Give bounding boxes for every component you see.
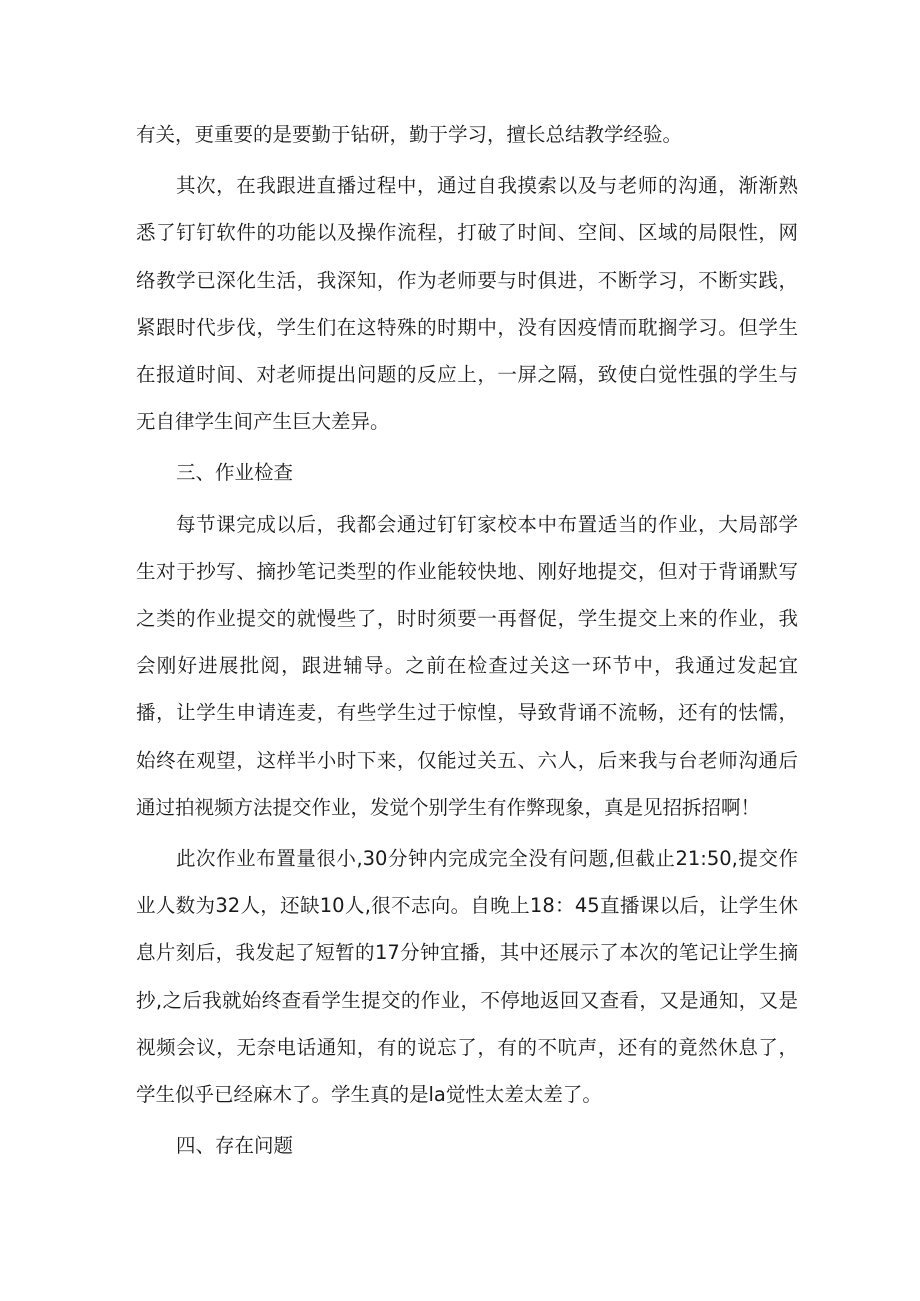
paragraph-secondly: 其次，在我跟进直播过程中，通过自我摸索以及与老师的沟通，渐渐熟悉了钉钉软件的功能以及操作流程，打破了时间、空间、区域的局限性，网络教学已深化生活，我深知，作为老师要与时俱进，不断学习，不断实践，紧跟时代步伐，学生们在这特殊的时期中，没有因疫情而耽搁学习。但学生在报道时间、对老师提出问题的反应上，一屏之隔，致使白觉性强的学生与无自律学生间产生巨大差异。 — [136, 174, 798, 434]
document-body — [136, 111, 798, 1169]
paragraph-continuation: 有关，更重要的是要勤于钻研，勤于学习，擅长总结教学经验。 — [136, 123, 683, 146]
paragraph-homework-statistics: 此次作业布置量很小,30分钟内完成完全没有问题,但截止21:50,提交作业人数为32人，还缺10人,很不志向。自晚上18：45直播课以后，让学生休息片刻后，我发起了短暂的17分钟宜播，其中还展示了本次的笔记让学生摘抄,之后我就始终查看学生提交的作业，不停地返回又查看，又是通知，又是视频会议，无奈电话通知，有的说忘了，有的不吭声，还有的竟然休息了，学生似乎已经麻木了。学生真的是la觉性太差太差了。 — [136, 847, 798, 1107]
paragraph-homework-check: 每节课完成以后，我都会通过钉钉家校本中布置适当的作业，大局部学生对于抄写、摘抄笔记类型的作业能较快地、刚好地提交，但对于背诵默写之类的作业提交的就慢些了，时时须要一再督促，学生提交上来的作业，我会刚好进展批阅，跟进辅导。之前在检查过关这一环节中，我通过发起宜播，让学生申请连麦，有些学生过于惊惶，导致背诵不流畅，还有的怯懦，始终在观望，这样半小时下来，仅能过关五、六人，后来我与台老师沟通后通过拍视频方法提交作业，发觉个别学生有作弊现象，真是见招拆招啊！ — [136, 512, 798, 819]
section-heading-existing-problems: 四、存在问题 — [176, 1134, 294, 1158]
section-heading-homework-check: 三、作业检查 — [176, 461, 294, 485]
